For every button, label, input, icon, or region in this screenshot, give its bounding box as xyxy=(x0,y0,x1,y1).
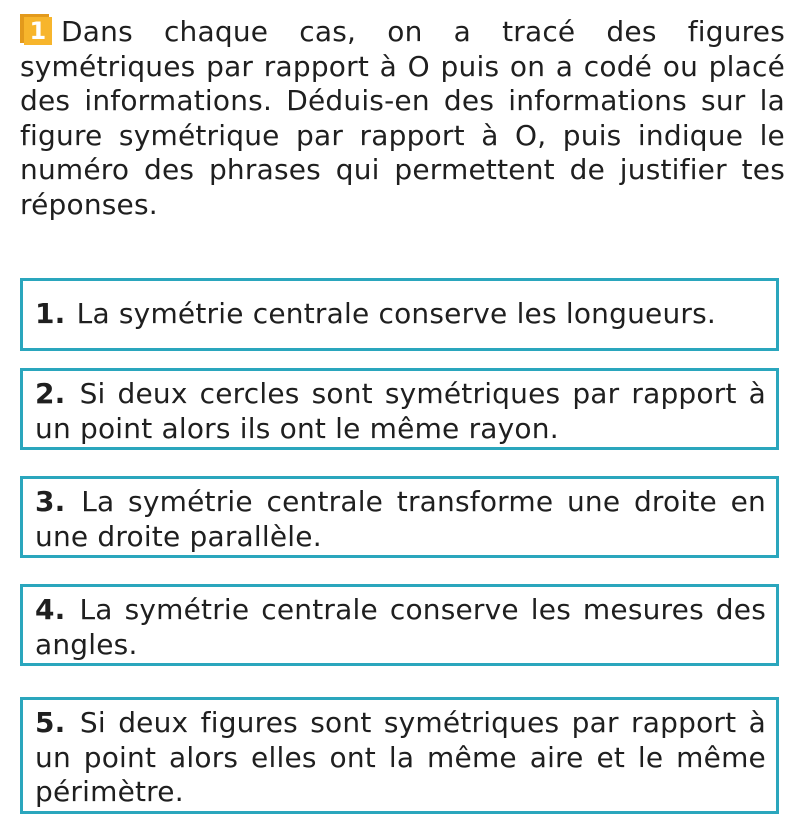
rule-text: La symétrie centrale conserve les longueurs. xyxy=(76,297,717,330)
rule-number: 1. xyxy=(35,297,66,330)
rule-box-3 xyxy=(20,476,779,558)
exercise-number: 1 xyxy=(24,17,52,45)
exercise-statement xyxy=(20,14,785,222)
rule-number: 2. xyxy=(35,377,66,410)
rule-box-1 xyxy=(20,278,779,351)
exercise-number-badge xyxy=(20,14,52,45)
rule-number: 4. xyxy=(35,593,66,626)
rule-text: Si deux figures sont symétriques par rapport à un point alors elles ont la même aire et le même périmètre. xyxy=(35,706,766,808)
exercise-instruction: Dans chaque cas, on a tracé des figures symétriques par rapport à O puis on a codé ou placé des informations. Déduis-en des informations sur la figure symétrique par rapport à O, puis indique le numéro des phrases qui permettent de justifier tes réponses. xyxy=(20,15,785,221)
rule-box-5 xyxy=(20,697,779,814)
rule-box-2 xyxy=(20,368,779,450)
rule-number: 5. xyxy=(35,706,66,739)
rule-text: Si deux cercles sont symétriques par rapport à un point alors ils ont le même rayon. xyxy=(35,377,766,445)
rule-text: La symétrie centrale conserve les mesures des angles. xyxy=(35,593,766,661)
rule-text: La symétrie centrale transforme une droite en une droite parallèle. xyxy=(35,485,766,553)
rule-number: 3. xyxy=(35,485,66,518)
rule-box-4 xyxy=(20,584,779,666)
